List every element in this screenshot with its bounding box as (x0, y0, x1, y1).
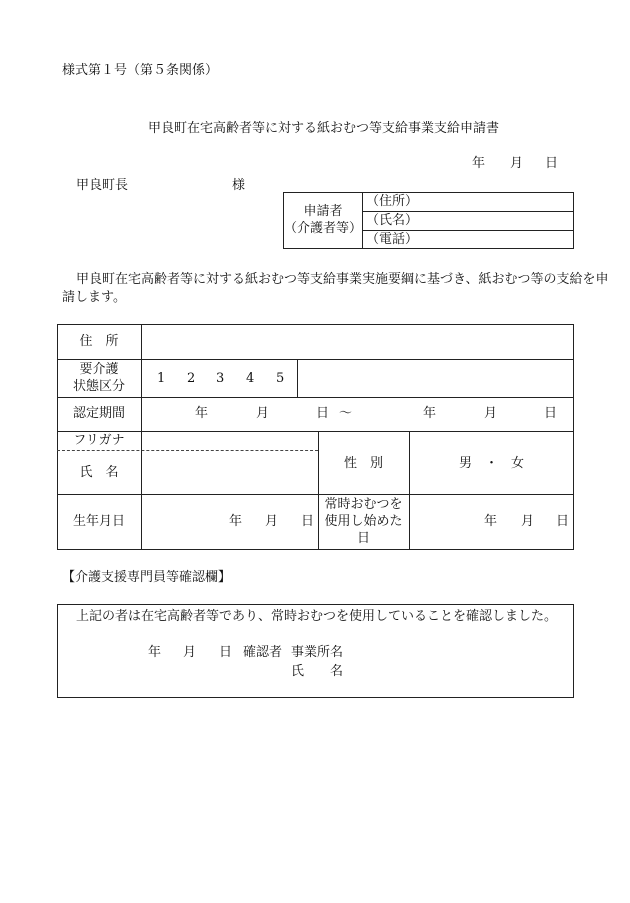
gender-options[interactable]: 男 ・ 女 (458, 456, 524, 471)
applicant-address-field[interactable]: （住所） (366, 194, 419, 209)
intro-text-cont: 請します。 (62, 290, 126, 305)
date-day: 日 (545, 156, 559, 171)
birth-day: 日 (301, 514, 315, 529)
birthdate-label: 生年月日 (72, 514, 125, 529)
applicant-label: 申請者 (303, 204, 343, 219)
page-title: 甲良町在宅高齢者等に対する紙おむつ等支給事業支給申請書 (148, 121, 500, 136)
start-month: 月 (521, 514, 535, 529)
care-level-option-3[interactable]: 3 (216, 371, 225, 386)
date-year: 年 (472, 156, 486, 171)
applicant-label-sub: （介護者等） (284, 221, 363, 236)
birth-month: 月 (265, 514, 279, 529)
address-field[interactable] (146, 326, 570, 356)
confirmation-statement: 上記の者は在宅高齢者等であり、常時おむつを使用していることを確認しました。 (76, 609, 558, 624)
furigana-label: フリガナ (73, 433, 125, 448)
office-name-label: 事業所名 (291, 645, 344, 660)
furigana-field[interactable] (146, 433, 314, 448)
form-number: 様式第１号（第５条関係） (62, 63, 219, 78)
diaper-start-label: 常時おむつを (324, 497, 403, 512)
diaper-start-label-line3: 日 (356, 531, 370, 546)
confirmer-label: 確認者 (243, 645, 283, 660)
confirmer-name-field[interactable] (360, 664, 560, 680)
confirmation-year: 年 (148, 645, 162, 660)
gender-label: 性 別 (343, 456, 383, 471)
start-day: 日 (556, 514, 570, 529)
certification-period-label: 認定期間 (72, 406, 125, 421)
diaper-start-label-line2: 使用し始めた (324, 514, 403, 529)
care-level-option-1[interactable]: 1 (157, 371, 166, 386)
addressee-name: 甲良町長 (76, 178, 129, 193)
care-level-label: 要介護 (79, 362, 119, 377)
applicant-phone-field[interactable]: （電話） (366, 232, 419, 247)
period-end-year: 年 (423, 406, 437, 421)
care-level-option-4[interactable]: 4 (246, 371, 255, 386)
period-start-day: 日 (316, 406, 330, 421)
name-field[interactable] (146, 453, 314, 491)
birth-year: 年 (229, 514, 243, 529)
confirmation-month: 月 (183, 645, 197, 660)
office-name-field[interactable] (360, 645, 560, 661)
period-end-month: 月 (484, 406, 498, 421)
applicant-name-field[interactable]: （氏名） (366, 213, 419, 228)
period-start-year: 年 (195, 406, 209, 421)
confirmation-day: 日 (219, 645, 233, 660)
care-level-label-sub: 状態区分 (72, 379, 125, 394)
intro-text: 甲良町在宅高齢者等に対する紙おむつ等支給事業実施要綱に基づき、紙おむつ等の支給を申 (76, 272, 609, 287)
address-label: 住 所 (79, 334, 119, 349)
care-level-option-2[interactable]: 2 (187, 371, 196, 386)
addressee-honorific: 様 (232, 178, 246, 193)
start-year: 年 (484, 514, 498, 529)
period-tilde: ～ (339, 406, 353, 421)
date-month: 月 (510, 156, 524, 171)
confirmation-heading: 【介護支援専門員等確認欄】 (62, 570, 232, 585)
confirmer-name-label: 氏 名 (291, 664, 344, 679)
care-level-option-5[interactable]: 5 (276, 371, 285, 386)
period-start-month: 月 (256, 406, 270, 421)
period-end-day: 日 (544, 406, 558, 421)
name-label: 氏 名 (79, 465, 119, 480)
